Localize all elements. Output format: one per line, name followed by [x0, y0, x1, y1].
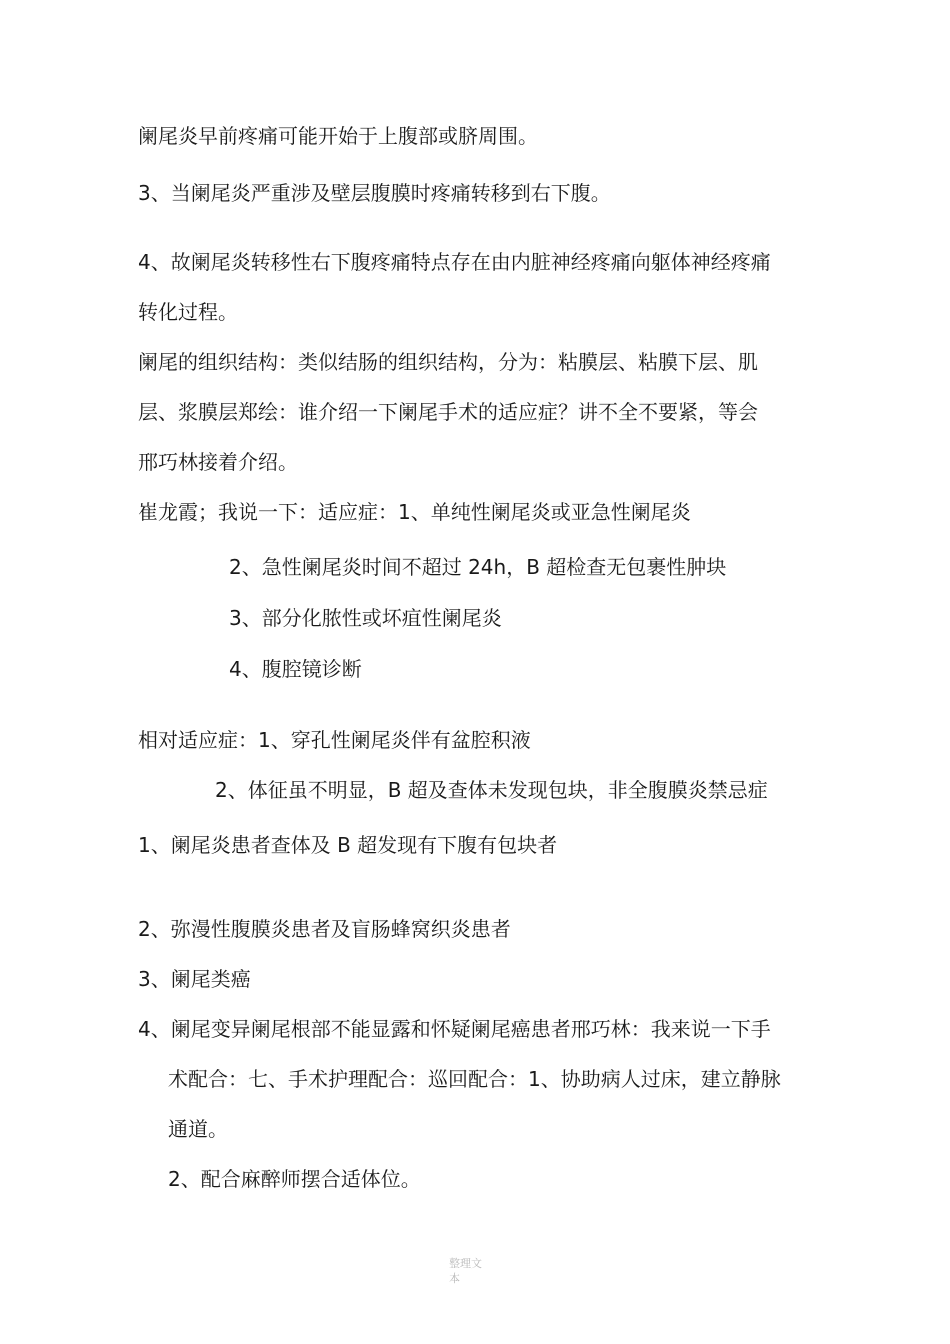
text-line: 4、故阑尾炎转移性右下腹疼痛特点存在由内脏神经疼痛向躯体神经疼痛: [138, 250, 771, 274]
text-line: 1、阑尾炎患者查体及 B 超发现有下腹有包块者: [138, 833, 558, 857]
text-line: 4、阑尾变异阑尾根部不能显露和怀疑阑尾癌患者邢巧林：我来说一下手: [138, 1017, 771, 1041]
text-line: 3、阑尾类癌: [138, 967, 251, 991]
text-line: 2、体征虽不明显，B 超及查体未发现包块，非全腹膜炎禁忌症: [215, 778, 768, 802]
text-line: 崔龙霞；我说一下：适应症：1、单纯性阑尾炎或亚急性阑尾炎: [138, 500, 691, 524]
text-line: 阑尾炎早前疼痛可能开始于上腹部或脐周围。: [138, 124, 538, 148]
text-line: 通道。: [168, 1117, 228, 1141]
text-line: 阑尾的组织结构：类似结肠的组织结构，分为：粘膜层、粘膜下层、肌: [138, 350, 758, 374]
page-footer: 整理文本: [449, 1257, 482, 1285]
text-line: 转化过程。: [138, 300, 238, 324]
text-line: 邢巧林接着介绍。: [138, 450, 298, 474]
text-line: 术配合：七、手术护理配合：巡回配合：1、协助病人过床，建立静脉: [168, 1067, 781, 1091]
text-line: 3、部分化脓性或坏疽性阑尾炎: [229, 606, 502, 630]
text-line: 3、当阑尾炎严重涉及壁层腹膜时疼痛转移到右下腹。: [138, 181, 611, 205]
text-line: 2、弥漫性腹膜炎患者及盲肠蜂窝织炎患者: [138, 917, 511, 941]
text-line: 2、急性阑尾炎时间不超过 24h，B 超检查无包裹性肿块: [229, 555, 727, 579]
text-line: 4、腹腔镜诊断: [229, 657, 362, 681]
text-line: 层、浆膜层郑绘：谁介绍一下阑尾手术的适应症？讲不全不要紧，等会: [138, 400, 758, 424]
text-line: 相对适应症：1、穿孔性阑尾炎伴有盆腔积液: [138, 728, 531, 752]
text-line: 2、配合麻醉师摆合适体位。: [168, 1167, 421, 1191]
